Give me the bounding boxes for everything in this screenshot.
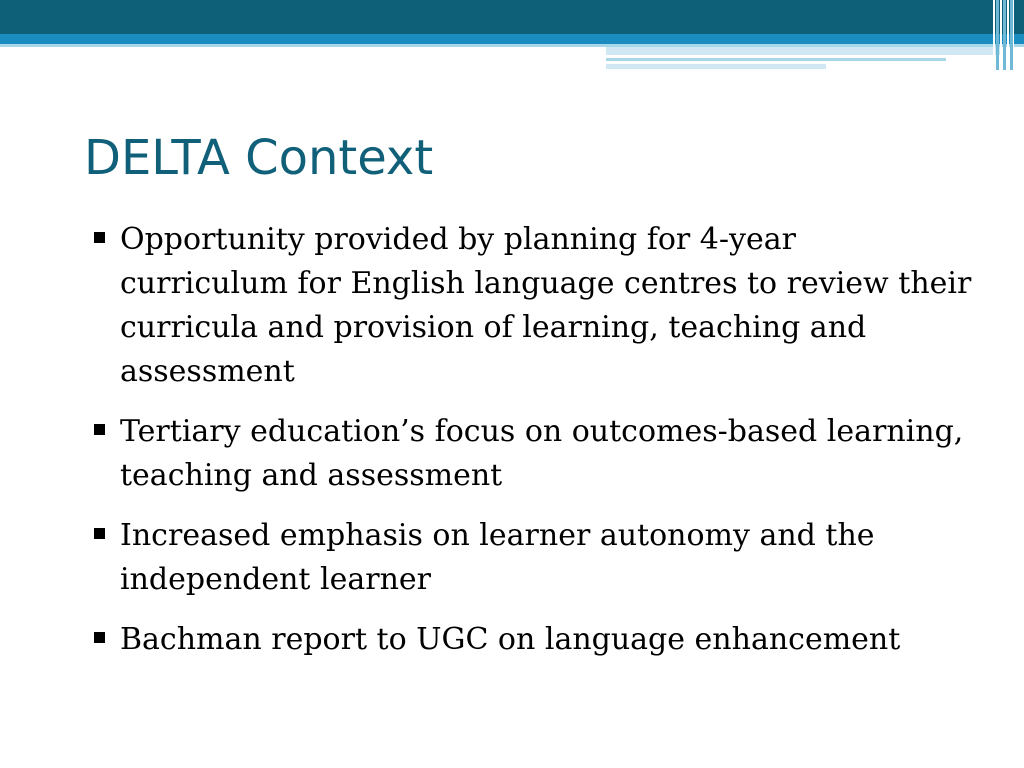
header-accent-bar-2 — [606, 58, 946, 61]
bullet-text: Increased emphasis on learner autonomy and the independent learner — [120, 518, 875, 597]
bullet-item — [92, 514, 972, 602]
slide-title: DELTA Context — [84, 130, 434, 186]
bullet-item — [92, 218, 972, 394]
header-vertical-line-1 — [996, 0, 999, 70]
header-stripe-2 — [1000, 0, 1002, 66]
bullet-text: Bachman report to UGC on language enhancement — [120, 622, 901, 657]
square-bullet-icon — [94, 424, 105, 435]
bullet-item — [92, 618, 972, 662]
header-accent-bar-1 — [606, 47, 1001, 55]
header-accent-bar-3 — [606, 64, 826, 69]
header-vertical-line-2 — [1003, 0, 1006, 70]
bullet-item — [92, 410, 972, 498]
bullet-text: Opportunity provided by planning for 4-year curriculum for English language centres to review their curricula and provision of learning, teaching and assessment — [120, 222, 972, 389]
square-bullet-icon — [94, 232, 105, 243]
bullet-list — [92, 218, 972, 678]
square-bullet-icon — [94, 528, 105, 539]
header-bar-mid — [0, 34, 1024, 44]
header-stripe-4 — [1013, 0, 1014, 66]
bullet-text: Tertiary education’s focus on outcomes-based learning, teaching and assessment — [120, 414, 964, 493]
square-bullet-icon — [94, 632, 105, 643]
header-stripe-1 — [993, 0, 995, 70]
header-bar-dark — [0, 0, 1024, 34]
header-stripe-3 — [1007, 0, 1009, 66]
